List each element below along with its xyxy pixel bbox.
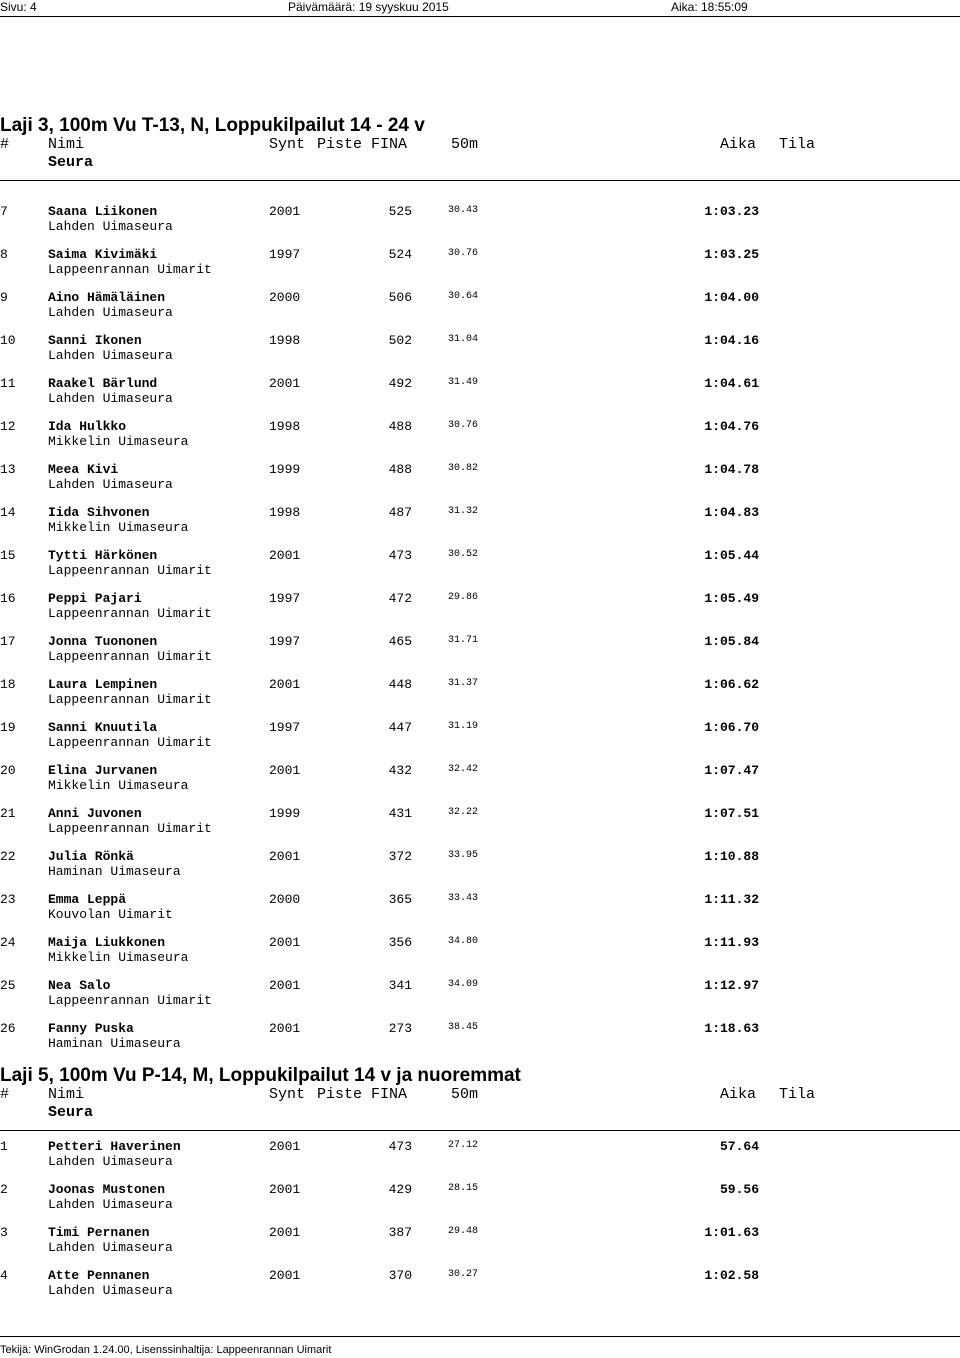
athlete-name: Laura Lempinen <box>48 677 158 692</box>
fina-points: 473 <box>388 548 412 563</box>
result-place: 4 <box>0 1268 8 1283</box>
result-row <box>0 204 960 247</box>
result-row <box>0 1182 960 1225</box>
athlete-name: Saima Kivimäki <box>48 247 158 262</box>
split-50m: 30.64 <box>448 291 479 302</box>
club-name: Mikkelin Uimaseura <box>48 520 189 535</box>
result-row <box>0 591 960 634</box>
result-place: 22 <box>0 849 16 864</box>
results-list <box>0 1139 960 1311</box>
birth-year: 2001 <box>269 548 301 563</box>
club-name: Lahden Uimaseura <box>48 305 173 320</box>
birth-year: 2001 <box>269 1268 301 1283</box>
result-place: 9 <box>0 290 8 305</box>
final-time: 1:06.70 <box>704 720 759 735</box>
athlete-name: Meea Kivi <box>48 462 119 477</box>
result-row <box>0 333 960 376</box>
final-time: 1:03.25 <box>704 247 759 262</box>
birth-year: 1998 <box>269 419 301 434</box>
birth-year: 2001 <box>269 1139 301 1154</box>
col-year: Synt <box>269 1086 306 1103</box>
final-time: 1:12.97 <box>704 978 759 993</box>
club-name: Mikkelin Uimaseura <box>48 950 189 965</box>
athlete-name: Saana Liikonen <box>48 204 158 219</box>
fina-points: 473 <box>388 1139 412 1154</box>
fina-points: 488 <box>388 462 412 477</box>
club-name: Mikkelin Uimaseura <box>48 434 189 449</box>
athlete-name: Timi Pernanen <box>48 1225 150 1240</box>
fina-points: 429 <box>388 1182 412 1197</box>
fina-points: 341 <box>388 978 412 993</box>
result-row <box>0 978 960 1021</box>
birth-year: 2001 <box>269 1182 301 1197</box>
fina-points: 431 <box>388 806 412 821</box>
athlete-name: Julia Rönkä <box>48 849 134 864</box>
result-row <box>0 1225 960 1268</box>
col-name: Nimi <box>48 1086 85 1103</box>
birth-year: 2000 <box>269 892 301 907</box>
final-time: 1:10.88 <box>704 849 759 864</box>
result-place: 10 <box>0 333 16 348</box>
result-place: 1 <box>0 1139 8 1154</box>
athlete-name: Maija Liukkonen <box>48 935 166 950</box>
final-time: 1:01.63 <box>704 1225 759 1240</box>
club-name: Lahden Uimaseura <box>48 219 173 234</box>
split-50m: 30.27 <box>448 1269 479 1280</box>
col-points: Piste FINA <box>317 136 408 153</box>
athlete-name: Petteri Haverinen <box>48 1139 181 1154</box>
final-time: 1:04.00 <box>704 290 759 305</box>
club-name: Kouvolan Uimarit <box>48 907 173 922</box>
birth-year: 2001 <box>269 677 301 692</box>
club-name: Lahden Uimaseura <box>48 1283 173 1298</box>
fina-points: 492 <box>388 376 412 391</box>
result-row <box>0 763 960 806</box>
results-list <box>0 204 960 1064</box>
fina-points: 502 <box>388 333 412 348</box>
club-name: Lappeenrannan Uimarit <box>48 563 212 578</box>
result-place: 8 <box>0 247 8 262</box>
split-50m: 30.76 <box>448 248 479 259</box>
split-50m: 27.12 <box>448 1140 479 1151</box>
result-place: 16 <box>0 591 16 606</box>
club-name: Lahden Uimaseura <box>48 1197 173 1212</box>
birth-year: 1997 <box>269 247 301 262</box>
fina-points: 370 <box>388 1268 412 1283</box>
club-name: Haminan Uimaseura <box>48 1036 181 1051</box>
split-50m: 33.43 <box>448 893 479 904</box>
result-row <box>0 1021 960 1064</box>
birth-year: 2001 <box>269 978 301 993</box>
final-time: 1:18.63 <box>704 1021 759 1036</box>
club-name: Lappeenrannan Uimarit <box>48 735 212 750</box>
split-50m: 30.52 <box>448 549 479 560</box>
split-50m: 29.48 <box>448 1226 479 1237</box>
final-time: 1:04.83 <box>704 505 759 520</box>
final-time: 1:07.51 <box>704 806 759 821</box>
athlete-name: Aino Hämäläinen <box>48 290 166 305</box>
final-time: 1:11.93 <box>704 935 759 950</box>
result-place: 23 <box>0 892 16 907</box>
birth-year: 1997 <box>269 591 301 606</box>
result-place: 13 <box>0 462 16 477</box>
club-name: Lappeenrannan Uimarit <box>48 821 212 836</box>
final-time: 1:11.32 <box>704 892 759 907</box>
split-50m: 31.49 <box>448 377 479 388</box>
final-time: 1:06.62 <box>704 677 759 692</box>
athlete-name: Atte Pennanen <box>48 1268 150 1283</box>
club-name: Lappeenrannan Uimarit <box>48 649 212 664</box>
col-status: Tila <box>779 136 816 153</box>
col-club: Seura <box>48 1104 94 1121</box>
split-50m: 31.32 <box>448 506 479 517</box>
fina-points: 487 <box>388 505 412 520</box>
split-50m: 31.37 <box>448 678 479 689</box>
club-name: Lahden Uimaseura <box>48 1154 173 1169</box>
result-row <box>0 548 960 591</box>
column-header <box>0 136 960 181</box>
fina-points: 488 <box>388 419 412 434</box>
club-name: Haminan Uimaseura <box>48 864 181 879</box>
result-row <box>0 247 960 290</box>
final-time: 1:05.49 <box>704 591 759 606</box>
split-50m: 34.09 <box>448 979 479 990</box>
club-name: Lahden Uimaseura <box>48 348 173 363</box>
col-place: # <box>0 136 10 153</box>
birth-year: 2001 <box>269 204 301 219</box>
result-row <box>0 1268 960 1311</box>
club-name: Lappeenrannan Uimarit <box>48 993 212 1008</box>
report-time: Aika: 18:55:09 <box>671 0 748 14</box>
split-50m: 31.19 <box>448 721 479 732</box>
split-50m: 38.45 <box>448 1022 479 1033</box>
fina-points: 387 <box>388 1225 412 1240</box>
birth-year: 1997 <box>269 634 301 649</box>
club-name: Mikkelin Uimaseura <box>48 778 189 793</box>
result-row <box>0 634 960 677</box>
col-status: Tila <box>779 1086 816 1103</box>
col-points: Piste FINA <box>317 1086 408 1103</box>
result-place: 21 <box>0 806 16 821</box>
page-footer <box>0 1336 960 1358</box>
result-row <box>0 462 960 505</box>
col-name: Nimi <box>48 136 85 153</box>
result-row <box>0 806 960 849</box>
final-time: 1:07.47 <box>704 763 759 778</box>
club-name: Lappeenrannan Uimarit <box>48 606 212 621</box>
final-time: 1:04.76 <box>704 419 759 434</box>
birth-year: 2001 <box>269 1021 301 1036</box>
birth-year: 1999 <box>269 806 301 821</box>
athlete-name: Peppi Pajari <box>48 591 142 606</box>
final-time: 1:03.23 <box>704 204 759 219</box>
result-place: 24 <box>0 935 16 950</box>
athlete-name: Sanni Ikonen <box>48 333 142 348</box>
birth-year: 2001 <box>269 376 301 391</box>
event-title: Laji 3, 100m Vu T-13, N, Loppukilpailut 14 - 24 v <box>0 115 425 136</box>
page-number: Sivu: 4 <box>0 0 37 14</box>
club-name: Lappeenrannan Uimarit <box>48 262 212 277</box>
event-title: Laji 5, 100m Vu P-14, M, Loppukilpailut 14 v ja nuoremmat <box>0 1065 521 1086</box>
result-place: 2 <box>0 1182 8 1197</box>
column-header <box>0 1086 960 1131</box>
footer-text: Tekijä: WinGrodan 1.24.00, Lisenssinhaltija: Lappeenrannan Uimarit <box>0 1344 332 1356</box>
fina-points: 448 <box>388 677 412 692</box>
result-row <box>0 1139 960 1182</box>
birth-year: 1997 <box>269 720 301 735</box>
athlete-name: Jonna Tuononen <box>48 634 158 649</box>
fina-points: 365 <box>388 892 412 907</box>
result-place: 18 <box>0 677 16 692</box>
fina-points: 506 <box>388 290 412 305</box>
athlete-name: Raakel Bärlund <box>48 376 158 391</box>
col-time: Aika <box>720 1086 757 1103</box>
result-row <box>0 935 960 978</box>
athlete-name: Sanni Knuutila <box>48 720 158 735</box>
birth-year: 1998 <box>269 333 301 348</box>
fina-points: 432 <box>388 763 412 778</box>
split-50m: 30.43 <box>448 205 479 216</box>
result-row <box>0 376 960 419</box>
final-time: 1:04.61 <box>704 376 759 391</box>
split-50m: 33.95 <box>448 850 479 861</box>
result-place: 26 <box>0 1021 16 1036</box>
fina-points: 447 <box>388 720 412 735</box>
birth-year: 2001 <box>269 763 301 778</box>
result-row <box>0 720 960 763</box>
col-year: Synt <box>269 136 306 153</box>
result-place: 12 <box>0 419 16 434</box>
club-name: Lappeenrannan Uimarit <box>48 692 212 707</box>
fina-points: 372 <box>388 849 412 864</box>
athlete-name: Fanny Puska <box>48 1021 134 1036</box>
birth-year: 2001 <box>269 1225 301 1240</box>
result-place: 14 <box>0 505 16 520</box>
result-place: 15 <box>0 548 16 563</box>
split-50m: 34.80 <box>448 936 479 947</box>
split-50m: 32.42 <box>448 764 479 775</box>
result-row <box>0 849 960 892</box>
birth-year: 1998 <box>269 505 301 520</box>
col-place: # <box>0 1086 10 1103</box>
result-row <box>0 892 960 935</box>
split-50m: 29.86 <box>448 592 479 603</box>
birth-year: 1999 <box>269 462 301 477</box>
result-row <box>0 290 960 333</box>
result-place: 20 <box>0 763 16 778</box>
split-50m: 30.82 <box>448 463 479 474</box>
athlete-name: Joonas Mustonen <box>48 1182 166 1197</box>
result-place: 25 <box>0 978 16 993</box>
final-time: 1:05.84 <box>704 634 759 649</box>
fina-points: 525 <box>388 204 412 219</box>
result-place: 11 <box>0 376 16 391</box>
report-date: Päivämäärä: 19 syyskuu 2015 <box>288 0 449 14</box>
birth-year: 2001 <box>269 849 301 864</box>
split-50m: 32.22 <box>448 807 479 818</box>
final-time: 1:04.78 <box>704 462 759 477</box>
fina-points: 273 <box>388 1021 412 1036</box>
club-name: Lahden Uimaseura <box>48 391 173 406</box>
result-row <box>0 505 960 548</box>
athlete-name: Nea Salo <box>48 978 111 993</box>
athlete-name: Anni Juvonen <box>48 806 142 821</box>
athlete-name: Ida Hulkko <box>48 419 127 434</box>
athlete-name: Iida Sihvonen <box>48 505 150 520</box>
final-time: 1:05.44 <box>704 548 759 563</box>
fina-points: 524 <box>388 247 412 262</box>
final-time: 59.56 <box>719 1182 759 1197</box>
fina-points: 472 <box>388 591 412 606</box>
result-place: 17 <box>0 634 16 649</box>
result-row <box>0 419 960 462</box>
col-time: Aika <box>720 136 757 153</box>
athlete-name: Elina Jurvanen <box>48 763 158 778</box>
result-place: 19 <box>0 720 16 735</box>
result-row <box>0 677 960 720</box>
split-50m: 30.76 <box>448 420 479 431</box>
col-club: Seura <box>48 154 94 171</box>
page-header <box>0 0 960 17</box>
final-time: 1:04.16 <box>704 333 759 348</box>
fina-points: 356 <box>388 935 412 950</box>
col-split: 50m <box>451 136 479 153</box>
birth-year: 2001 <box>269 935 301 950</box>
split-50m: 28.15 <box>448 1183 479 1194</box>
fina-points: 465 <box>388 634 412 649</box>
athlete-name: Emma Leppä <box>48 892 127 907</box>
club-name: Lahden Uimaseura <box>48 477 173 492</box>
final-time: 1:02.58 <box>704 1268 759 1283</box>
split-50m: 31.71 <box>448 635 479 646</box>
result-place: 7 <box>0 204 8 219</box>
split-50m: 31.04 <box>448 334 479 345</box>
col-split: 50m <box>451 1086 479 1103</box>
result-place: 3 <box>0 1225 8 1240</box>
final-time: 57.64 <box>719 1139 759 1154</box>
birth-year: 2000 <box>269 290 301 305</box>
athlete-name: Tytti Härkönen <box>48 548 158 563</box>
club-name: Lahden Uimaseura <box>48 1240 173 1255</box>
